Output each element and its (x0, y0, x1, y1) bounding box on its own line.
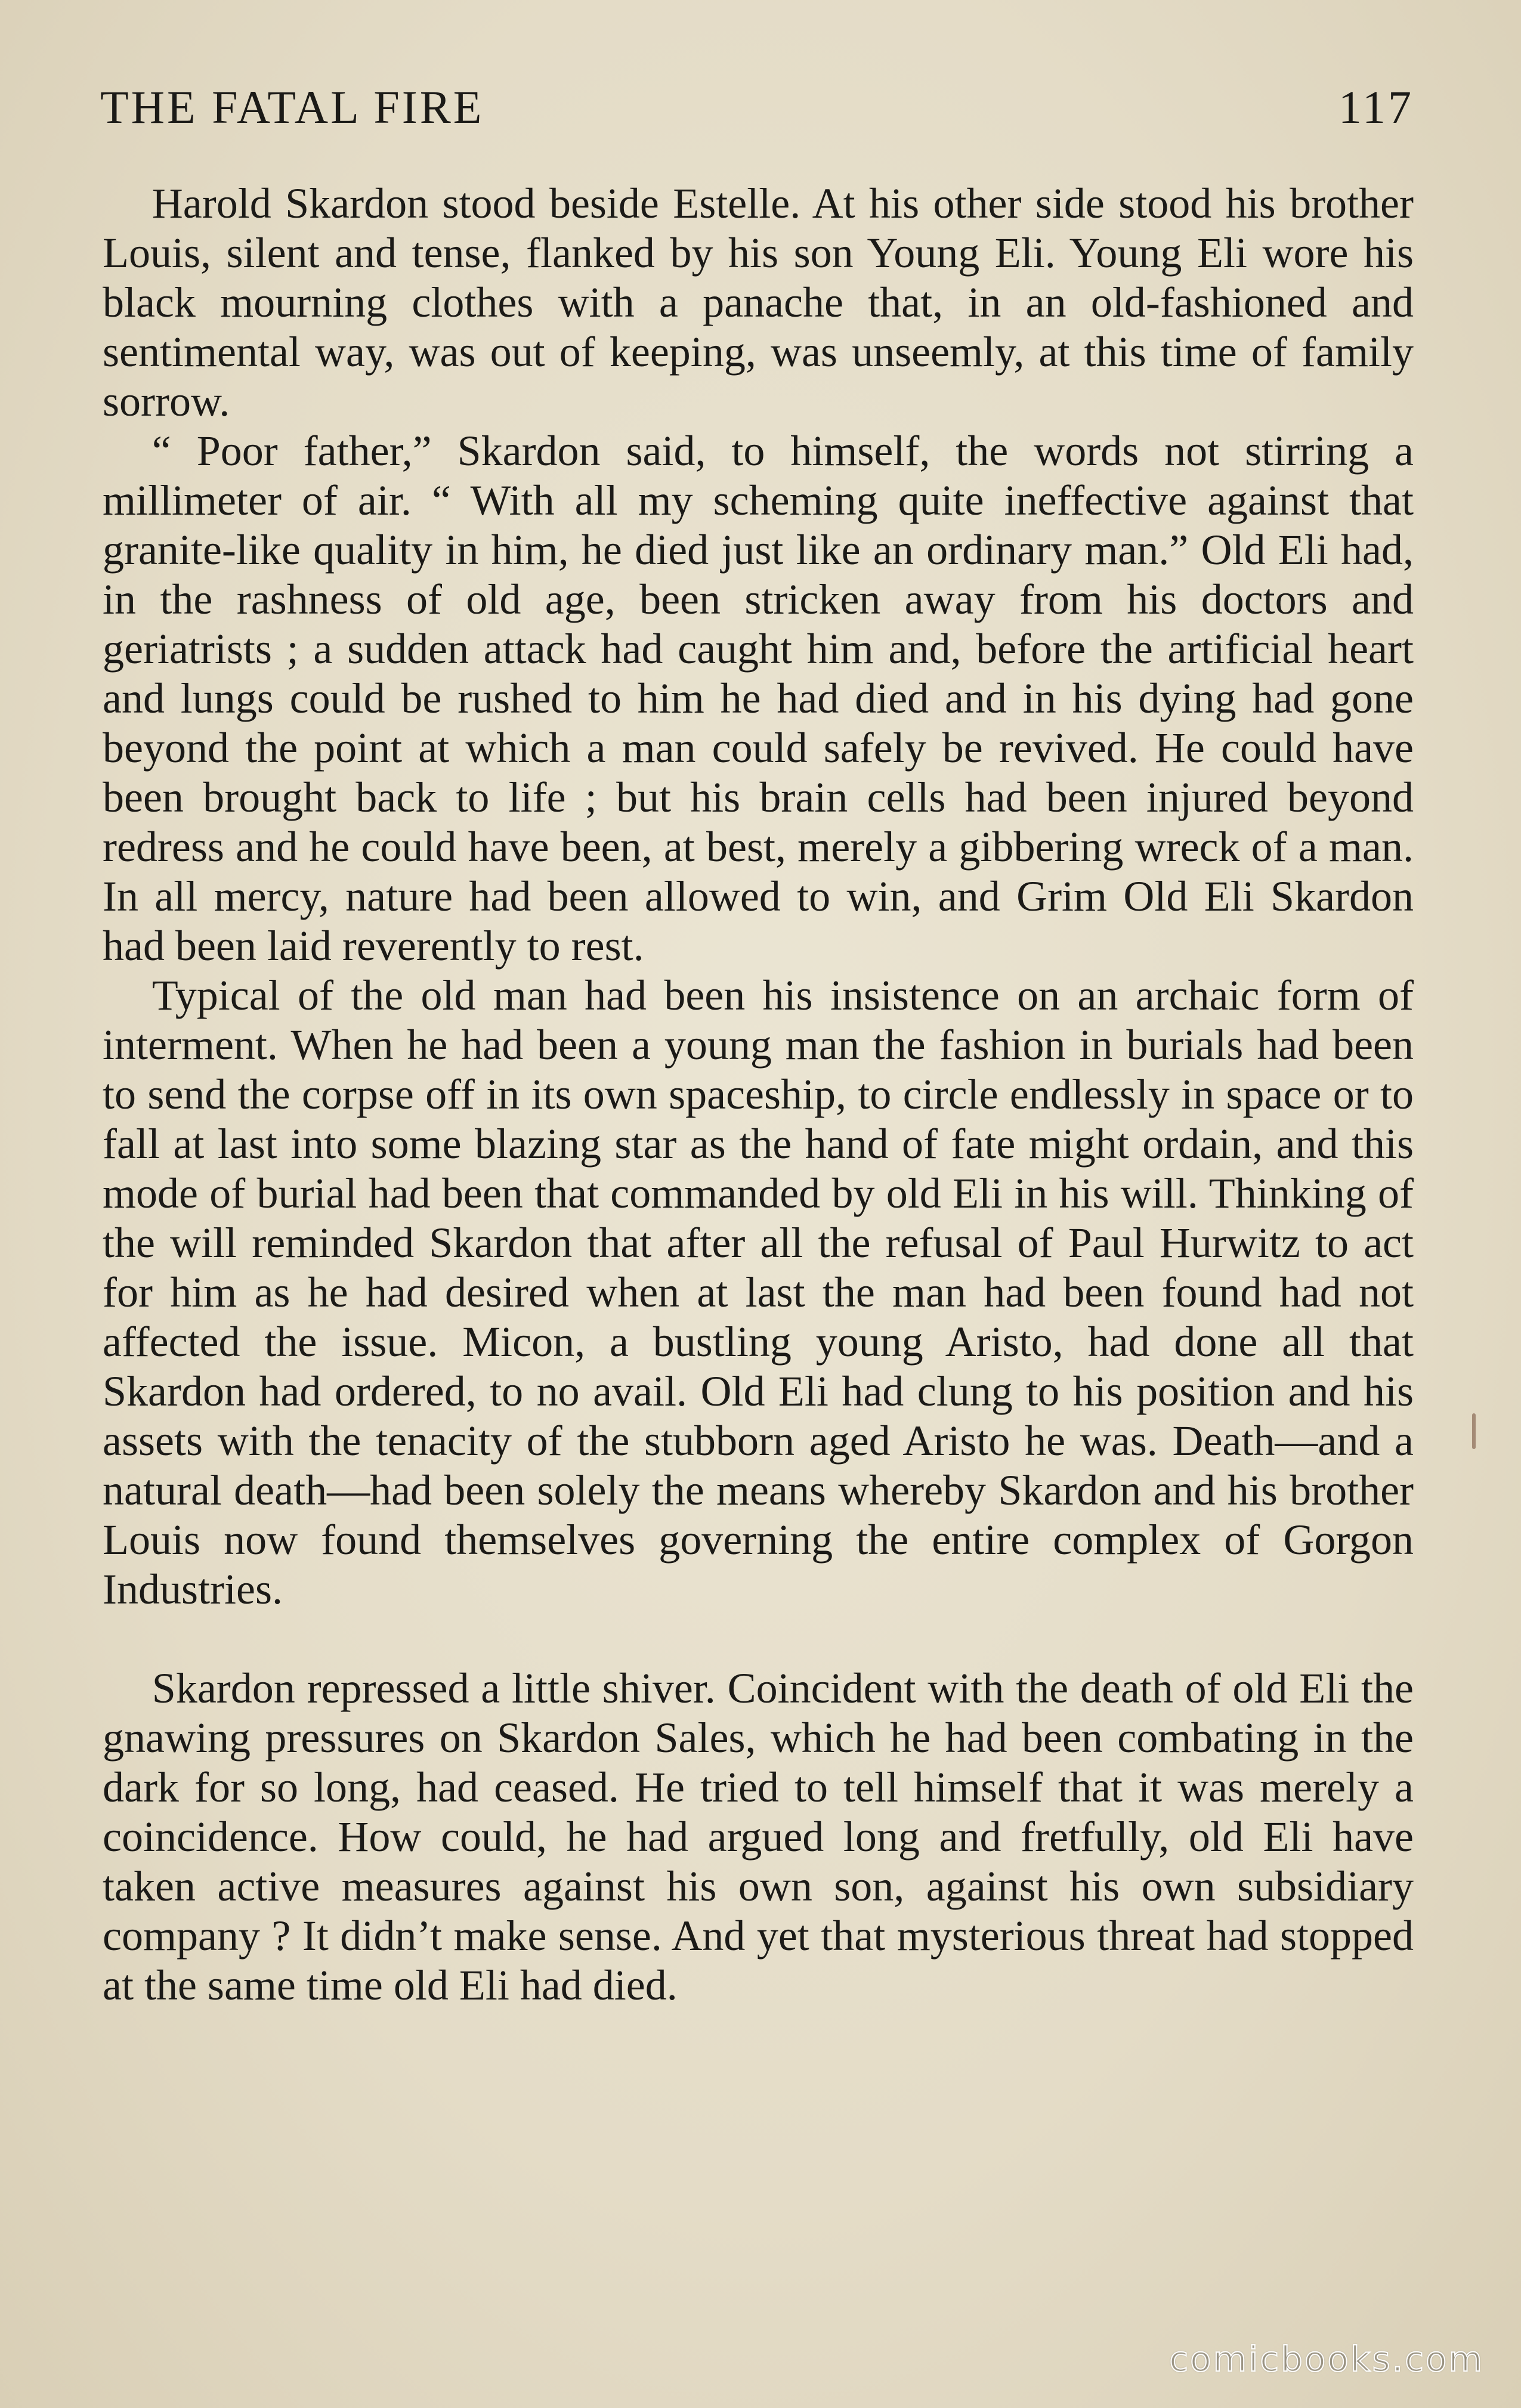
page-number: 117 (1338, 81, 1414, 133)
body-text (103, 179, 1414, 2010)
paragraph-4: Skardon repressed a little shiver. Coincident with the death of old Eli the gnawing pressures on Skardon Sales, which he had been combating in the dark for so long, had ceased. He tried to tell himself that it was merely a coincidence. How could, he had argued long and fretfully, old Eli have taken active measures against his own son, against his own subsidiary company ? It didn’t make sense. And yet that mysterious threat had stopped at the same time old Eli had died. (103, 1664, 1414, 2009)
running-header (100, 78, 1414, 137)
site-watermark: comicbooks.com (1169, 2339, 1484, 2379)
paragraph-3: Typical of the old man had been his insistence on an archaic form of interment. When he had been a young man the fashion in burials had been to send the corpse off in its own spaceship, to circle endlessly in space or to fall at last into some blazing star as the hand of fate might ordain, and this mode of burial had been that commanded by old Eli in his will. Thinking of the will reminded Skardon that after all the refusal of Paul Hurwitz to act for him as he had desired when at last the man had been found had not affected the issue. Micon, a bustling young Aristo, had done all that Skardon had ordered, to no avail. Old Eli had clung to his position and his assets with the tenacity of the stubborn aged Aristo he was. Death—and a natural death—had been solely the means whereby Skardon and his brother Louis now found themselves governing the entire complex of Gorgon Industries. (103, 971, 1414, 1613)
chapter-title: THE FATAL FIRE (100, 81, 484, 133)
paragraph-2: “ Poor father,” Skardon said, to himself, the words not stirring a millimeter of air. “ With all my scheming quite ineffective against that granite-like quality in him, he died just like an ordinary man.” Old Eli had, in the rashness of old age, been stricken away from his doctors and geriatrists ; a sudden attack had caught him and, before the artificial heart and lungs could be rushed to him he had died and in his dying had gone beyond the point at which a man could safely be revived. He could have been brought back to life ; but his brain cells had been injured beyond redress and he could have been, at best, merely a gibbering wreck of a man. In all mercy, nature had been allowed to win, and Grim Old Eli Skardon had been laid reverently to rest. (103, 427, 1414, 970)
margin-mark (1472, 1413, 1476, 1449)
paragraph-1: Harold Skardon stood beside Estelle. At his other side stood his brother Louis, silent and tense, flanked by his son Young Eli. Young Eli wore his black mourning clothes with a panache that, in an old-fashioned and sentimental way, was out of keeping, was unseemly, at this time of family sorrow. (103, 179, 1414, 425)
